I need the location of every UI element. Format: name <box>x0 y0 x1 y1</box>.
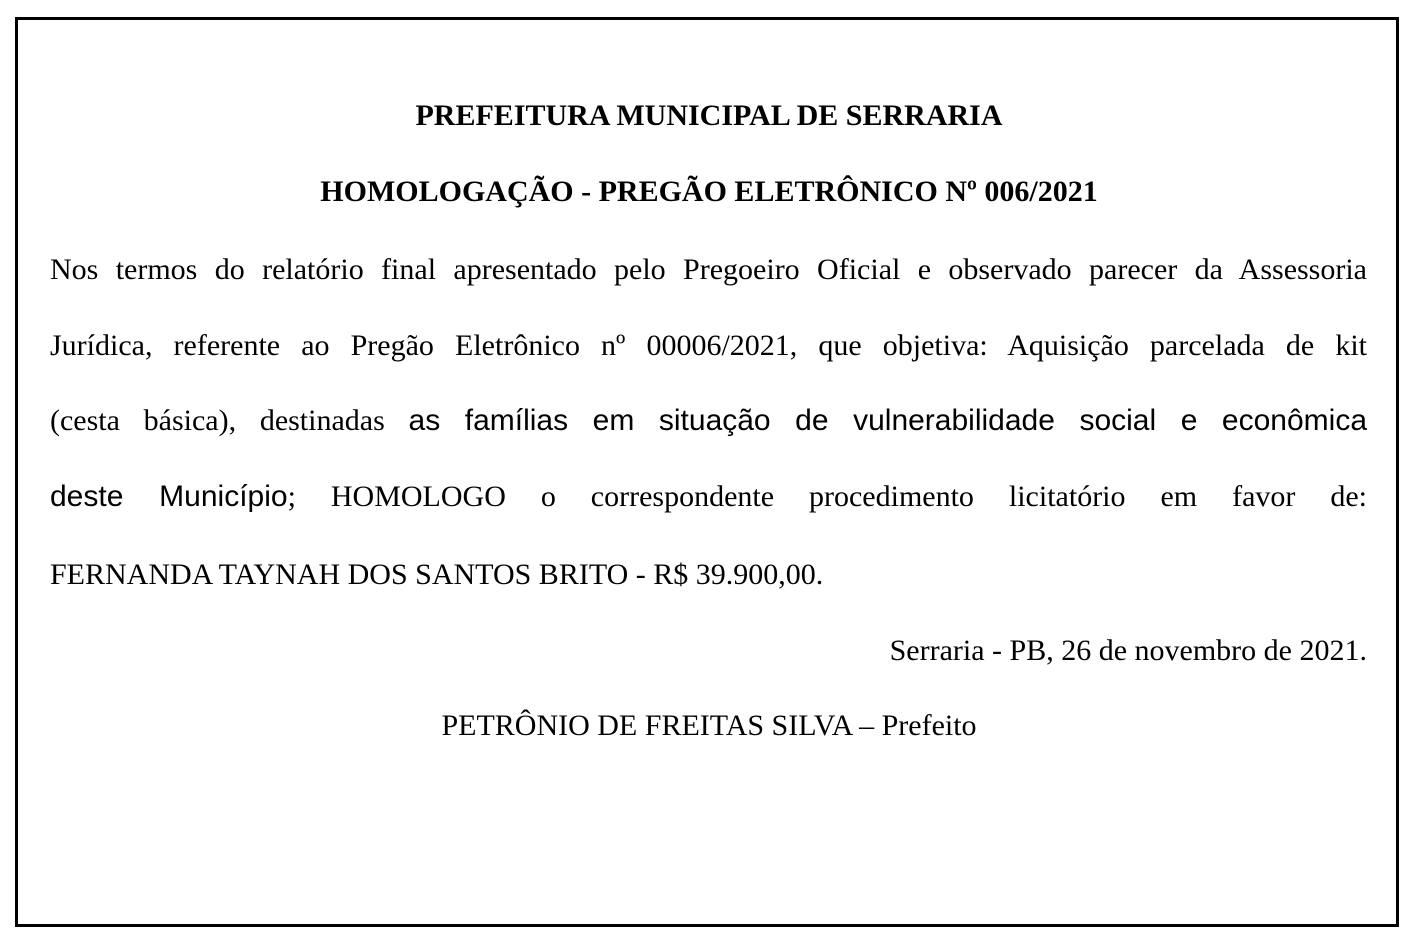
document-border <box>15 17 1399 927</box>
body-line-4-sans: deste Município <box>50 480 288 513</box>
body-line-2: Jurídica, referente ao Pregão Eletrônico nº 00006/2021, que objetiva: Aquisição parcelada de kit <box>50 329 1367 362</box>
signature-line: PETRÔNIO DE FREITAS SILVA – Prefeito <box>441 709 977 742</box>
body-line-3 <box>50 403 1367 439</box>
document-subheader: HOMOLOGAÇÃO - PREGÃO ELETRÔNICO Nº 006/2021 <box>320 175 1098 208</box>
body-line-4-serif: ; HOMOLOGO o correspondente procedimento licitatório em favor de: <box>287 480 1367 513</box>
body-line-4 <box>50 479 1367 515</box>
document-header: PREFEITURA MUNICIPAL DE SERRARIA <box>415 99 1003 132</box>
place-date: Serraria - PB, 26 de novembro de 2021. <box>889 634 1367 667</box>
body-line-1: Nos termos do relatório final apresentado pelo Pregoeiro Oficial e observado parecer da Assessoria <box>50 253 1367 286</box>
body-line-3-sans: as famílias em situação de vulnerabilidade social e econômica <box>408 404 1368 437</box>
body-line-3-serif: (cesta básica), destinadas <box>50 404 385 437</box>
body-line-5: FERNANDA TAYNAH DOS SANTOS BRITO - R$ 39.900,00. <box>50 558 824 591</box>
